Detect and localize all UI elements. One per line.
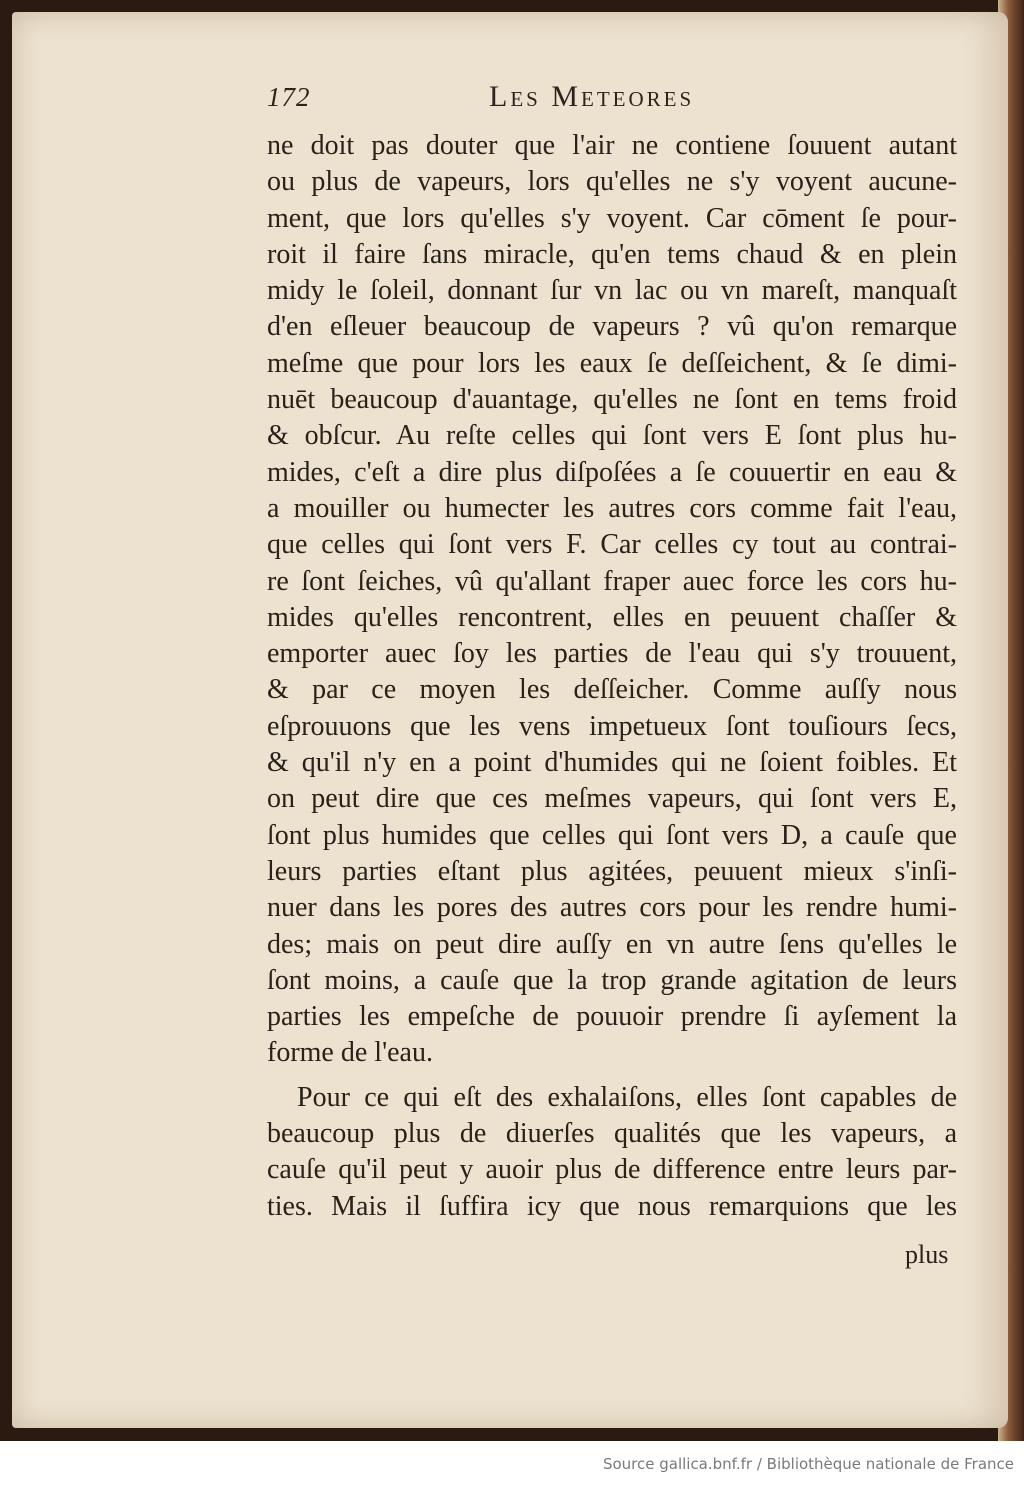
- text-line: des; mais on peut dire auſſy en vn autre ſens qu'elles le: [267, 928, 957, 960]
- text-line: que celles qui ſont vers F. Car celles cy tout au contrai-: [267, 529, 957, 561]
- text-line: & qu'il n'y en a point d'humides qui ne ſoient foibles. Et: [267, 747, 957, 779]
- text-line: emporter auec ſoy les parties de l'eau qui s'y trouuent,: [267, 638, 957, 670]
- paragraph-gap: [267, 1072, 957, 1080]
- text-line: mides qu'elles rencontrent, elles en peuuent chaſſer &: [267, 601, 957, 633]
- text-line: d'en eſleuer beaucoup de vapeurs ? vû qu'on remarque: [267, 311, 957, 343]
- text-line: ne doit pas douter que l'air ne contiene ſouuent autant: [267, 130, 957, 161]
- page-number: 172: [267, 82, 311, 112]
- running-head: Les Meteores: [489, 80, 695, 113]
- text-line: forme de l'eau.: [267, 1037, 433, 1069]
- text-line: & obſcur. Au reſte celles qui ſont vers E ſont plus hu-: [267, 420, 957, 452]
- text-line: ſont moins, a cauſe que la trop grande agitation de leurs: [267, 964, 957, 996]
- text-line: ſont plus humides que celles qui ſont vers D, a cauſe que: [267, 819, 957, 851]
- text-line: nuer dans les pores des autres cors pour les rendre humi-: [267, 892, 957, 924]
- source-credit: Source gallica.bnf.fr / Bibliothèque nationale de France: [602, 1455, 1014, 1473]
- text-line: ou plus de vapeurs, lors qu'elles ne s'y voyent aucune-: [267, 166, 957, 198]
- text-line: a mouiller ou humecter les autres cors comme fait l'eau,: [267, 492, 957, 524]
- text-line: eſprouuons que les vens impetueux ſont touſiours ſecs,: [267, 710, 957, 742]
- text-line: mides, c'eſt a dire plus diſpoſées a ſe couuertir en eau &: [267, 456, 957, 488]
- text-line: leurs parties eſtant plus agitées, peuuent mieux s'inſi-: [267, 855, 957, 887]
- text-line: re ſont ſeiches, vû qu'allant fraper auec force les cors hu-: [267, 565, 957, 597]
- text-line: on peut dire que ces meſmes vapeurs, qui ſont vers E,: [267, 783, 957, 815]
- text-line: parties les empeſche de pouuoir prendre ſi ayſement la: [267, 1001, 957, 1033]
- body-text: [267, 128, 957, 1225]
- text-line: ment, que lors qu'elles s'y voyent. Car cōment ſe pour-: [267, 202, 957, 234]
- catchword: plus: [905, 1240, 949, 1269]
- text-line: & par ce moyen les deſſeicher. Comme auſſy nous: [267, 674, 957, 706]
- page-header: [267, 82, 957, 122]
- text-line: beaucoup plus de diuerſes qualités que les vapeurs, a: [267, 1118, 957, 1150]
- text-line: cauſe qu'il peut y auoir plus de difference entre leurs par-: [267, 1154, 957, 1186]
- text-line: ties. Mais il ſuffira icy que nous remarquions que les: [267, 1190, 957, 1222]
- text-line: roit il faire ſans miracle, qu'en tems chaud & en plein: [267, 238, 957, 270]
- text-line: nuēt beaucoup d'auantage, qu'elles ne ſont en tems froid: [267, 384, 957, 416]
- text-line: Pour ce qui eſt des exhalaiſons, elles ſont capables de: [297, 1081, 957, 1113]
- text-line: meſme que pour lors les eaux ſe deſſeichent, & ſe dimi-: [267, 347, 957, 379]
- text-line: midy le ſoleil, donnant ſur vn lac ou vn mareſt, manquaſt: [267, 275, 957, 307]
